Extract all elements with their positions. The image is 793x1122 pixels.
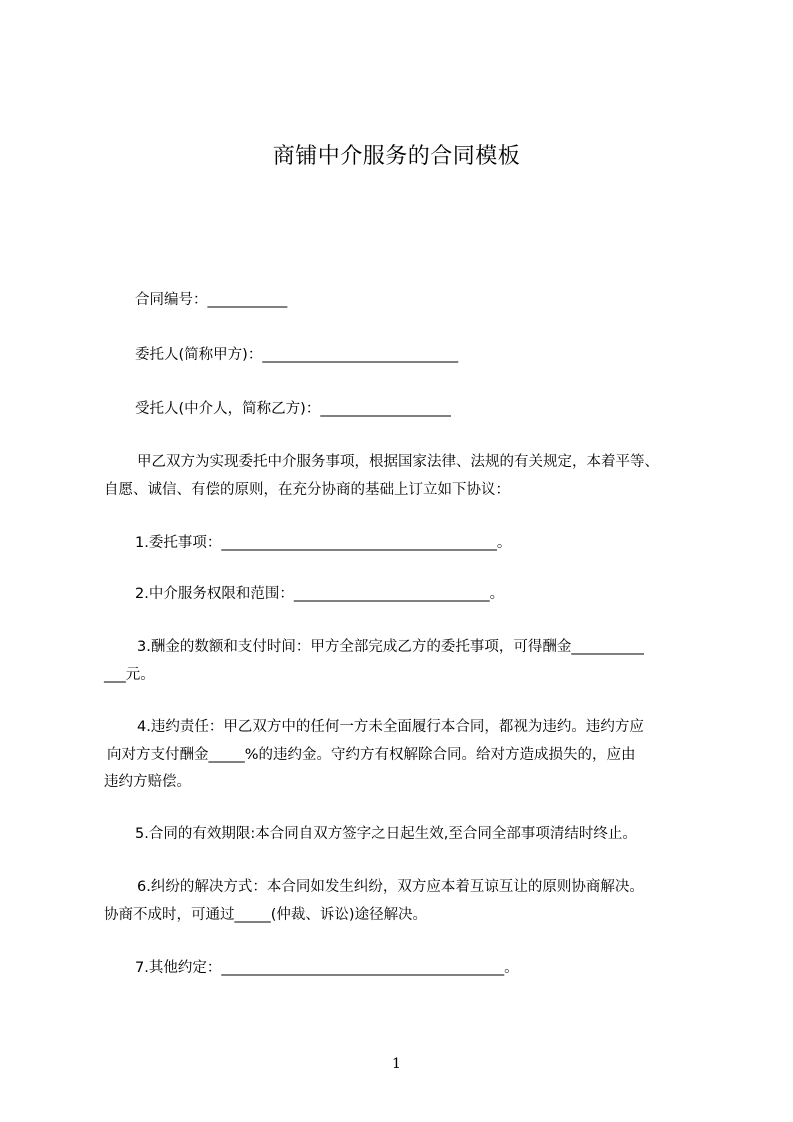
intro-paragraph-line-1: 甲乙双方为实现委托中介服务事项，根据国家法律、法规的有关规定，本着平等、 — [137, 454, 659, 470]
clause-4-line-3: 违约方赔偿。 — [104, 774, 191, 790]
clause-7: 7.其他约定：_______________________________________。 — [135, 960, 519, 976]
client-line: 委托人(简称甲方)：___________________________ — [135, 347, 459, 363]
intro-paragraph-line-2: 自愿、诚信、有偿的原则，在充分协商的基础上订立如下协议： — [104, 482, 510, 498]
clause-3-line-1: 3.酬金的数额和支付时间：甲方全部完成乙方的委托事项，可得酬金__________ — [137, 639, 644, 655]
clause-6-line-2: 协商不成时，可通过_____(仲裁、诉讼)途径解决。 — [104, 907, 428, 923]
contract-number-line: 合同编号：___________ — [135, 292, 288, 308]
page-number: 1 — [392, 1056, 401, 1072]
clause-1: 1.委托事项：______________________________________。 — [135, 535, 512, 551]
agent-line: 受托人(中介人，简称乙方)：__________________ — [135, 401, 451, 417]
clause-3-line-2: ___元。 — [104, 667, 155, 683]
document-title: 商铺中介服务的合同模板 — [272, 144, 521, 169]
clause-5: 5.合同的有效期限:本合同自双方签字之日起生效,至合同全部事项清结时终止。 — [135, 826, 637, 842]
clause-6-line-1: 6.纠纷的解决方式：本合同如发生纠纷，双方应本着互谅互让的原则协商解决。 — [137, 879, 644, 895]
clause-4-line-2: 向对方支付酬金_____%的违约金。守约方有权解除合同。给对方造成损失的，应由 — [107, 747, 636, 763]
clause-2: 2.中介服务权限和范围：___________________________。 — [135, 586, 505, 602]
clause-4-line-1: 4.违约责任：甲乙双方中的任何一方未全面履行本合同，都视为违约。违约方应 — [137, 719, 644, 735]
